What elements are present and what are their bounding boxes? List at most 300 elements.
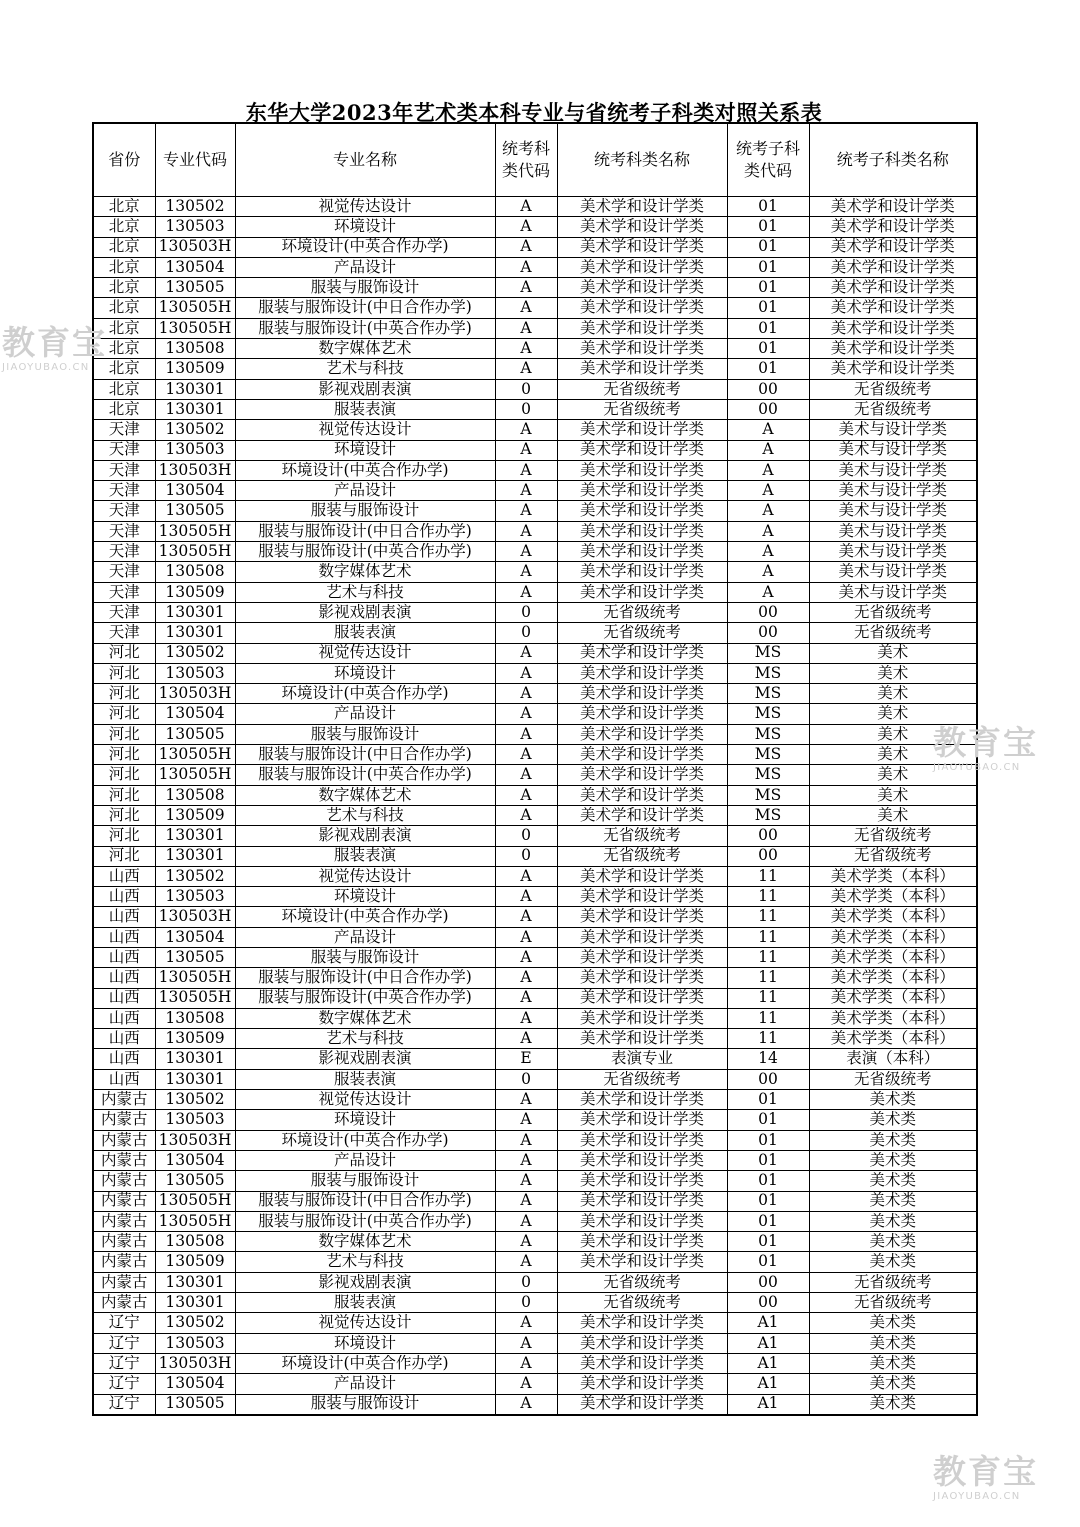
cell-sub-category-name: 美术与设计学类 bbox=[809, 521, 977, 541]
cell-major-code: 130505 bbox=[155, 724, 235, 744]
cell-sub-category-code: MS bbox=[727, 704, 809, 724]
cell-exam-category-name: 美术学和设计学类 bbox=[557, 237, 727, 257]
cell-sub-category-name: 美术与设计学类 bbox=[809, 420, 977, 440]
cell-province: 辽宁 bbox=[93, 1374, 155, 1394]
cell-major-name: 服装与服饰设计 bbox=[235, 724, 495, 744]
cell-major-name: 艺术与科技 bbox=[235, 1029, 495, 1049]
cell-province: 山西 bbox=[93, 947, 155, 967]
cell-province: 内蒙古 bbox=[93, 1130, 155, 1150]
cell-exam-category-code: A bbox=[495, 1333, 557, 1353]
cell-province: 辽宁 bbox=[93, 1394, 155, 1415]
cell-major-name: 环境设计(中英合作办学) bbox=[235, 1130, 495, 1150]
cell-major-name: 产品设计 bbox=[235, 481, 495, 501]
table-row bbox=[93, 745, 977, 765]
cell-exam-category-code: A bbox=[495, 968, 557, 988]
cell-major-code: 130504 bbox=[155, 257, 235, 277]
cell-exam-category-code: A bbox=[495, 684, 557, 704]
cell-major-name: 影视戏剧表演 bbox=[235, 602, 495, 622]
cell-exam-category-name: 美术学和设计学类 bbox=[557, 440, 727, 460]
cell-sub-category-name: 美术类 bbox=[809, 1394, 977, 1415]
cell-province: 天津 bbox=[93, 542, 155, 562]
cell-sub-category-code: 11 bbox=[727, 866, 809, 886]
table-row bbox=[93, 785, 977, 805]
cell-province: 山西 bbox=[93, 1049, 155, 1069]
table-row bbox=[93, 359, 977, 379]
table-row bbox=[93, 1374, 977, 1394]
cell-sub-category-code: A bbox=[727, 582, 809, 602]
cell-sub-category-name: 美术学类（本科） bbox=[809, 968, 977, 988]
cell-exam-category-name: 表演专业 bbox=[557, 1049, 727, 1069]
cell-exam-category-code: A bbox=[495, 359, 557, 379]
cell-sub-category-code: A1 bbox=[727, 1313, 809, 1333]
cell-major-code: 130505H bbox=[155, 542, 235, 562]
cell-exam-category-name: 美术学和设计学类 bbox=[557, 1211, 727, 1231]
header-exam-category-name: 统考科类名称 bbox=[557, 123, 727, 197]
cell-province: 辽宁 bbox=[93, 1333, 155, 1353]
cell-exam-category-name: 无省级统考 bbox=[557, 623, 727, 643]
cell-province: 北京 bbox=[93, 197, 155, 217]
cell-sub-category-name: 美术学类（本科） bbox=[809, 907, 977, 927]
cell-exam-category-name: 美术学和设计学类 bbox=[557, 988, 727, 1008]
cell-sub-category-name: 美术学类（本科） bbox=[809, 947, 977, 967]
cell-major-code: 130504 bbox=[155, 704, 235, 724]
table-row bbox=[93, 1394, 977, 1415]
cell-major-code: 130503 bbox=[155, 440, 235, 460]
cell-major-code: 130505H bbox=[155, 521, 235, 541]
cell-province: 山西 bbox=[93, 887, 155, 907]
cell-sub-category-name: 无省级统考 bbox=[809, 1293, 977, 1313]
cell-exam-category-name: 无省级统考 bbox=[557, 846, 727, 866]
cell-sub-category-code: A bbox=[727, 542, 809, 562]
cell-major-name: 视觉传达设计 bbox=[235, 1090, 495, 1110]
cell-sub-category-code: MS bbox=[727, 805, 809, 825]
cell-major-name: 艺术与科技 bbox=[235, 1252, 495, 1272]
table-row bbox=[93, 602, 977, 622]
watermark-site: JIAOYUBAO.CN bbox=[933, 1491, 1021, 1502]
table-row bbox=[93, 1110, 977, 1130]
cell-major-name: 视觉传达设计 bbox=[235, 420, 495, 440]
cell-exam-category-code: 0 bbox=[495, 1069, 557, 1089]
cell-exam-category-name: 美术学和设计学类 bbox=[557, 1333, 727, 1353]
table-row bbox=[93, 1008, 977, 1028]
cell-province: 山西 bbox=[93, 1069, 155, 1089]
cell-exam-category-code: A bbox=[495, 278, 557, 298]
cell-exam-category-name: 美术学和设计学类 bbox=[557, 765, 727, 785]
table-row bbox=[93, 460, 977, 480]
cell-major-code: 130505H bbox=[155, 318, 235, 338]
cell-sub-category-code: 01 bbox=[727, 298, 809, 318]
cell-province: 天津 bbox=[93, 440, 155, 460]
cell-major-code: 130505H bbox=[155, 968, 235, 988]
cell-sub-category-name: 美术学和设计学类 bbox=[809, 339, 977, 359]
cell-exam-category-name: 无省级统考 bbox=[557, 602, 727, 622]
header-major-name: 专业名称 bbox=[235, 123, 495, 197]
table-row bbox=[93, 582, 977, 602]
cell-province: 河北 bbox=[93, 724, 155, 744]
cell-sub-category-name: 美术学类（本科） bbox=[809, 988, 977, 1008]
cell-sub-category-code: 00 bbox=[727, 602, 809, 622]
cell-major-code: 130502 bbox=[155, 420, 235, 440]
cell-exam-category-name: 美术学和设计学类 bbox=[557, 318, 727, 338]
cell-sub-category-code: 01 bbox=[727, 1211, 809, 1231]
cell-exam-category-name: 无省级统考 bbox=[557, 399, 727, 419]
cell-exam-category-code: E bbox=[495, 1049, 557, 1069]
cell-major-name: 环境设计 bbox=[235, 440, 495, 460]
cell-exam-category-name: 美术学和设计学类 bbox=[557, 684, 727, 704]
cell-sub-category-code: A bbox=[727, 521, 809, 541]
cell-exam-category-name: 美术学和设计学类 bbox=[557, 501, 727, 521]
cell-sub-category-name: 美术类 bbox=[809, 1130, 977, 1150]
cell-sub-category-code: 01 bbox=[727, 1232, 809, 1252]
table-row bbox=[93, 1333, 977, 1353]
cell-exam-category-code: 0 bbox=[495, 379, 557, 399]
cell-major-code: 130301 bbox=[155, 846, 235, 866]
cell-major-code: 130508 bbox=[155, 785, 235, 805]
cell-sub-category-name: 美术 bbox=[809, 663, 977, 683]
cell-sub-category-name: 美术类 bbox=[809, 1313, 977, 1333]
cell-sub-category-code: A1 bbox=[727, 1374, 809, 1394]
cell-exam-category-code: 0 bbox=[495, 602, 557, 622]
cell-sub-category-name: 美术类 bbox=[809, 1090, 977, 1110]
watermark-brand: 教育宝 bbox=[933, 1452, 1038, 1491]
cell-exam-category-code: A bbox=[495, 1394, 557, 1415]
cell-major-name: 产品设计 bbox=[235, 1374, 495, 1394]
table-row bbox=[93, 826, 977, 846]
cell-exam-category-name: 美术学和设计学类 bbox=[557, 562, 727, 582]
cell-exam-category-name: 美术学和设计学类 bbox=[557, 1394, 727, 1415]
table-row bbox=[93, 1272, 977, 1292]
cell-exam-category-code: 0 bbox=[495, 1272, 557, 1292]
cell-sub-category-name: 美术学和设计学类 bbox=[809, 278, 977, 298]
cell-province: 山西 bbox=[93, 907, 155, 927]
table-row bbox=[93, 521, 977, 541]
cell-sub-category-code: MS bbox=[727, 785, 809, 805]
table-row bbox=[93, 663, 977, 683]
cell-sub-category-code: 11 bbox=[727, 968, 809, 988]
cell-major-name: 服装表演 bbox=[235, 1069, 495, 1089]
cell-sub-category-name: 无省级统考 bbox=[809, 602, 977, 622]
cell-major-name: 艺术与科技 bbox=[235, 805, 495, 825]
cell-province: 北京 bbox=[93, 237, 155, 257]
cell-sub-category-code: 01 bbox=[727, 359, 809, 379]
cell-exam-category-name: 美术学和设计学类 bbox=[557, 1232, 727, 1252]
cell-sub-category-code: 00 bbox=[727, 1293, 809, 1313]
cell-major-name: 环境设计(中英合作办学) bbox=[235, 237, 495, 257]
cell-sub-category-code: 01 bbox=[727, 318, 809, 338]
cell-sub-category-code: 01 bbox=[727, 278, 809, 298]
table-row bbox=[93, 704, 977, 724]
cell-sub-category-code: 11 bbox=[727, 907, 809, 927]
cell-major-name: 服装与服饰设计(中英合作办学) bbox=[235, 542, 495, 562]
cell-major-code: 130503H bbox=[155, 1353, 235, 1373]
cell-exam-category-code: 0 bbox=[495, 846, 557, 866]
cell-sub-category-name: 美术类 bbox=[809, 1252, 977, 1272]
cell-major-name: 产品设计 bbox=[235, 257, 495, 277]
cell-exam-category-code: 0 bbox=[495, 399, 557, 419]
cell-exam-category-code: A bbox=[495, 805, 557, 825]
cell-major-name: 服装与服饰设计(中日合作办学) bbox=[235, 298, 495, 318]
cell-province: 天津 bbox=[93, 460, 155, 480]
cell-major-code: 130503 bbox=[155, 663, 235, 683]
cell-exam-category-name: 美术学和设计学类 bbox=[557, 785, 727, 805]
table-row bbox=[93, 298, 977, 318]
table-row bbox=[93, 968, 977, 988]
cell-sub-category-name: 无省级统考 bbox=[809, 1069, 977, 1089]
cell-exam-category-code: A bbox=[495, 785, 557, 805]
table-row bbox=[93, 1130, 977, 1150]
cell-sub-category-name: 美术学和设计学类 bbox=[809, 237, 977, 257]
cell-major-code: 130509 bbox=[155, 359, 235, 379]
cell-exam-category-code: A bbox=[495, 1211, 557, 1231]
table-row bbox=[93, 1252, 977, 1272]
cell-major-code: 130503H bbox=[155, 907, 235, 927]
header-sub-category-name: 统考子科类名称 bbox=[809, 123, 977, 197]
cell-exam-category-name: 美术学和设计学类 bbox=[557, 947, 727, 967]
cell-sub-category-name: 无省级统考 bbox=[809, 623, 977, 643]
cell-major-code: 130301 bbox=[155, 1069, 235, 1089]
cell-major-code: 130503 bbox=[155, 1110, 235, 1130]
cell-sub-category-code: MS bbox=[727, 765, 809, 785]
cell-sub-category-name: 美术 bbox=[809, 785, 977, 805]
cell-sub-category-name: 美术与设计学类 bbox=[809, 562, 977, 582]
cell-province: 山西 bbox=[93, 866, 155, 886]
cell-province: 天津 bbox=[93, 420, 155, 440]
cell-province: 河北 bbox=[93, 745, 155, 765]
cell-sub-category-code: A1 bbox=[727, 1394, 809, 1415]
cell-exam-category-name: 美术学和设计学类 bbox=[557, 745, 727, 765]
cell-province: 天津 bbox=[93, 481, 155, 501]
cell-major-code: 130505H bbox=[155, 1191, 235, 1211]
cell-sub-category-name: 美术学和设计学类 bbox=[809, 257, 977, 277]
cell-province: 北京 bbox=[93, 298, 155, 318]
watermark-site: JIAOYUBAO.CN bbox=[2, 362, 90, 373]
cell-exam-category-code: A bbox=[495, 197, 557, 217]
table-row bbox=[93, 1090, 977, 1110]
cell-sub-category-code: 11 bbox=[727, 927, 809, 947]
cell-major-code: 130301 bbox=[155, 826, 235, 846]
cell-sub-category-code: 00 bbox=[727, 846, 809, 866]
cell-sub-category-name: 美术类 bbox=[809, 1232, 977, 1252]
cell-sub-category-code: MS bbox=[727, 745, 809, 765]
cell-major-code: 130503 bbox=[155, 887, 235, 907]
cell-sub-category-code: 11 bbox=[727, 988, 809, 1008]
cell-province: 内蒙古 bbox=[93, 1110, 155, 1130]
cell-exam-category-name: 美术学和设计学类 bbox=[557, 339, 727, 359]
cell-sub-category-code: MS bbox=[727, 643, 809, 663]
cell-exam-category-code: A bbox=[495, 1130, 557, 1150]
cell-province: 内蒙古 bbox=[93, 1232, 155, 1252]
cell-exam-category-name: 美术学和设计学类 bbox=[557, 805, 727, 825]
cell-province: 天津 bbox=[93, 501, 155, 521]
cell-province: 内蒙古 bbox=[93, 1211, 155, 1231]
cell-sub-category-name: 美术学和设计学类 bbox=[809, 197, 977, 217]
cell-sub-category-name: 美术学类（本科） bbox=[809, 927, 977, 947]
cell-exam-category-code: A bbox=[495, 501, 557, 521]
cell-sub-category-name: 美术学类（本科） bbox=[809, 866, 977, 886]
cell-major-code: 130505H bbox=[155, 988, 235, 1008]
cell-major-name: 环境设计 bbox=[235, 887, 495, 907]
cell-exam-category-code: A bbox=[495, 947, 557, 967]
cell-sub-category-code: MS bbox=[727, 663, 809, 683]
cell-exam-category-code: A bbox=[495, 887, 557, 907]
cell-sub-category-name: 美术类 bbox=[809, 1374, 977, 1394]
cell-exam-category-name: 无省级统考 bbox=[557, 1293, 727, 1313]
cell-exam-category-code: 0 bbox=[495, 1293, 557, 1313]
cell-exam-category-name: 美术学和设计学类 bbox=[557, 968, 727, 988]
cell-exam-category-code: A bbox=[495, 1008, 557, 1028]
cell-sub-category-name: 无省级统考 bbox=[809, 379, 977, 399]
cell-exam-category-code: A bbox=[495, 420, 557, 440]
cell-sub-category-name: 无省级统考 bbox=[809, 826, 977, 846]
page-title: 东华大学2023年艺术类本科专业与省统考子科类对照关系表 bbox=[245, 100, 823, 125]
cell-exam-category-name: 美术学和设计学类 bbox=[557, 663, 727, 683]
table-row bbox=[93, 846, 977, 866]
table-row bbox=[93, 765, 977, 785]
cell-province: 河北 bbox=[93, 785, 155, 805]
table-row bbox=[93, 278, 977, 298]
cell-sub-category-code: A bbox=[727, 440, 809, 460]
cell-sub-category-name: 美术与设计学类 bbox=[809, 542, 977, 562]
cell-major-code: 130504 bbox=[155, 481, 235, 501]
cell-exam-category-name: 美术学和设计学类 bbox=[557, 197, 727, 217]
cell-exam-category-code: A bbox=[495, 542, 557, 562]
cell-province: 天津 bbox=[93, 582, 155, 602]
cell-sub-category-name: 美术与设计学类 bbox=[809, 582, 977, 602]
cell-major-code: 130502 bbox=[155, 1090, 235, 1110]
cell-province: 北京 bbox=[93, 257, 155, 277]
table-body bbox=[93, 197, 977, 1415]
cell-province: 内蒙古 bbox=[93, 1293, 155, 1313]
cell-province: 河北 bbox=[93, 643, 155, 663]
cell-exam-category-code: A bbox=[495, 237, 557, 257]
cell-exam-category-name: 美术学和设计学类 bbox=[557, 481, 727, 501]
cell-sub-category-name: 美术与设计学类 bbox=[809, 481, 977, 501]
cell-sub-category-name: 美术 bbox=[809, 765, 977, 785]
cell-province: 北京 bbox=[93, 399, 155, 419]
cell-sub-category-code: 01 bbox=[727, 237, 809, 257]
cell-major-name: 服装与服饰设计 bbox=[235, 1171, 495, 1191]
cell-province: 山西 bbox=[93, 1029, 155, 1049]
table-row bbox=[93, 420, 977, 440]
cell-province: 河北 bbox=[93, 704, 155, 724]
cell-sub-category-code: A bbox=[727, 481, 809, 501]
cell-sub-category-name: 无省级统考 bbox=[809, 1272, 977, 1292]
cell-major-name: 服装与服饰设计(中英合作办学) bbox=[235, 988, 495, 1008]
cell-sub-category-code: 00 bbox=[727, 1272, 809, 1292]
cell-exam-category-code: A bbox=[495, 440, 557, 460]
table-row bbox=[93, 1232, 977, 1252]
cell-province: 北京 bbox=[93, 217, 155, 237]
header-major-code: 专业代码 bbox=[155, 123, 235, 197]
cell-exam-category-code: A bbox=[495, 339, 557, 359]
table-row bbox=[93, 866, 977, 886]
cell-exam-category-name: 美术学和设计学类 bbox=[557, 1374, 727, 1394]
cell-major-name: 影视戏剧表演 bbox=[235, 826, 495, 846]
cell-sub-category-name: 美术学和设计学类 bbox=[809, 217, 977, 237]
cell-exam-category-code: A bbox=[495, 460, 557, 480]
cell-sub-category-code: 01 bbox=[727, 339, 809, 359]
table-row bbox=[93, 379, 977, 399]
cell-major-code: 130504 bbox=[155, 927, 235, 947]
watermark-brand: 教育宝 bbox=[2, 323, 107, 362]
cell-exam-category-code: A bbox=[495, 521, 557, 541]
cell-sub-category-code: 01 bbox=[727, 217, 809, 237]
cell-major-name: 艺术与科技 bbox=[235, 359, 495, 379]
table-row bbox=[93, 1150, 977, 1170]
cell-sub-category-name: 美术类 bbox=[809, 1211, 977, 1231]
cell-exam-category-name: 无省级统考 bbox=[557, 1272, 727, 1292]
cell-sub-category-name: 美术类 bbox=[809, 1191, 977, 1211]
cell-province: 辽宁 bbox=[93, 1353, 155, 1373]
table-row bbox=[93, 237, 977, 257]
cell-exam-category-code: A bbox=[495, 582, 557, 602]
cell-major-code: 130301 bbox=[155, 1272, 235, 1292]
cell-exam-category-code: A bbox=[495, 927, 557, 947]
cell-major-code: 130301 bbox=[155, 602, 235, 622]
cell-major-name: 艺术与科技 bbox=[235, 582, 495, 602]
cell-exam-category-code: A bbox=[495, 745, 557, 765]
table-row bbox=[93, 887, 977, 907]
cell-sub-category-code: 01 bbox=[727, 1130, 809, 1150]
cell-exam-category-name: 美术学和设计学类 bbox=[557, 1110, 727, 1130]
cell-major-name: 数字媒体艺术 bbox=[235, 1232, 495, 1252]
table-row bbox=[93, 542, 977, 562]
cell-sub-category-name: 美术与设计学类 bbox=[809, 501, 977, 521]
cell-major-name: 环境设计 bbox=[235, 1110, 495, 1130]
cell-sub-category-name: 美术 bbox=[809, 805, 977, 825]
cell-major-name: 产品设计 bbox=[235, 927, 495, 947]
cell-major-code: 130508 bbox=[155, 1232, 235, 1252]
cell-exam-category-name: 美术学和设计学类 bbox=[557, 542, 727, 562]
cell-exam-category-name: 美术学和设计学类 bbox=[557, 643, 727, 663]
cell-sub-category-name: 美术学和设计学类 bbox=[809, 318, 977, 338]
cell-exam-category-name: 美术学和设计学类 bbox=[557, 866, 727, 886]
cell-province: 辽宁 bbox=[93, 1313, 155, 1333]
cell-province: 河北 bbox=[93, 663, 155, 683]
cell-sub-category-code: 11 bbox=[727, 887, 809, 907]
cell-sub-category-name: 美术类 bbox=[809, 1353, 977, 1373]
cell-major-name: 服装与服饰设计(中日合作办学) bbox=[235, 521, 495, 541]
table-row bbox=[93, 318, 977, 338]
cell-sub-category-name: 美术与设计学类 bbox=[809, 460, 977, 480]
cell-exam-category-code: A bbox=[495, 1110, 557, 1130]
cell-sub-category-code: A bbox=[727, 420, 809, 440]
cell-sub-category-name: 无省级统考 bbox=[809, 846, 977, 866]
cell-province: 北京 bbox=[93, 318, 155, 338]
table-row bbox=[93, 927, 977, 947]
cell-exam-category-name: 美术学和设计学类 bbox=[557, 521, 727, 541]
cell-exam-category-name: 美术学和设计学类 bbox=[557, 460, 727, 480]
cell-exam-category-name: 美术学和设计学类 bbox=[557, 257, 727, 277]
cell-sub-category-name: 美术类 bbox=[809, 1110, 977, 1130]
cell-exam-category-code: A bbox=[495, 1191, 557, 1211]
cell-exam-category-name: 美术学和设计学类 bbox=[557, 582, 727, 602]
header-sub-category-code: 统考子科类代码 bbox=[727, 123, 809, 197]
cell-province: 山西 bbox=[93, 968, 155, 988]
cell-exam-category-name: 无省级统考 bbox=[557, 1069, 727, 1089]
cell-exam-category-name: 美术学和设计学类 bbox=[557, 1090, 727, 1110]
cell-exam-category-code: A bbox=[495, 217, 557, 237]
cell-major-name: 产品设计 bbox=[235, 1150, 495, 1170]
cell-major-name: 环境设计(中英合作办学) bbox=[235, 684, 495, 704]
cell-exam-category-name: 美术学和设计学类 bbox=[557, 1313, 727, 1333]
cell-exam-category-code: A bbox=[495, 1374, 557, 1394]
table-row bbox=[93, 684, 977, 704]
cell-exam-category-code: A bbox=[495, 663, 557, 683]
table-row bbox=[93, 1069, 977, 1089]
cell-major-code: 130509 bbox=[155, 805, 235, 825]
cell-sub-category-code: A bbox=[727, 501, 809, 521]
